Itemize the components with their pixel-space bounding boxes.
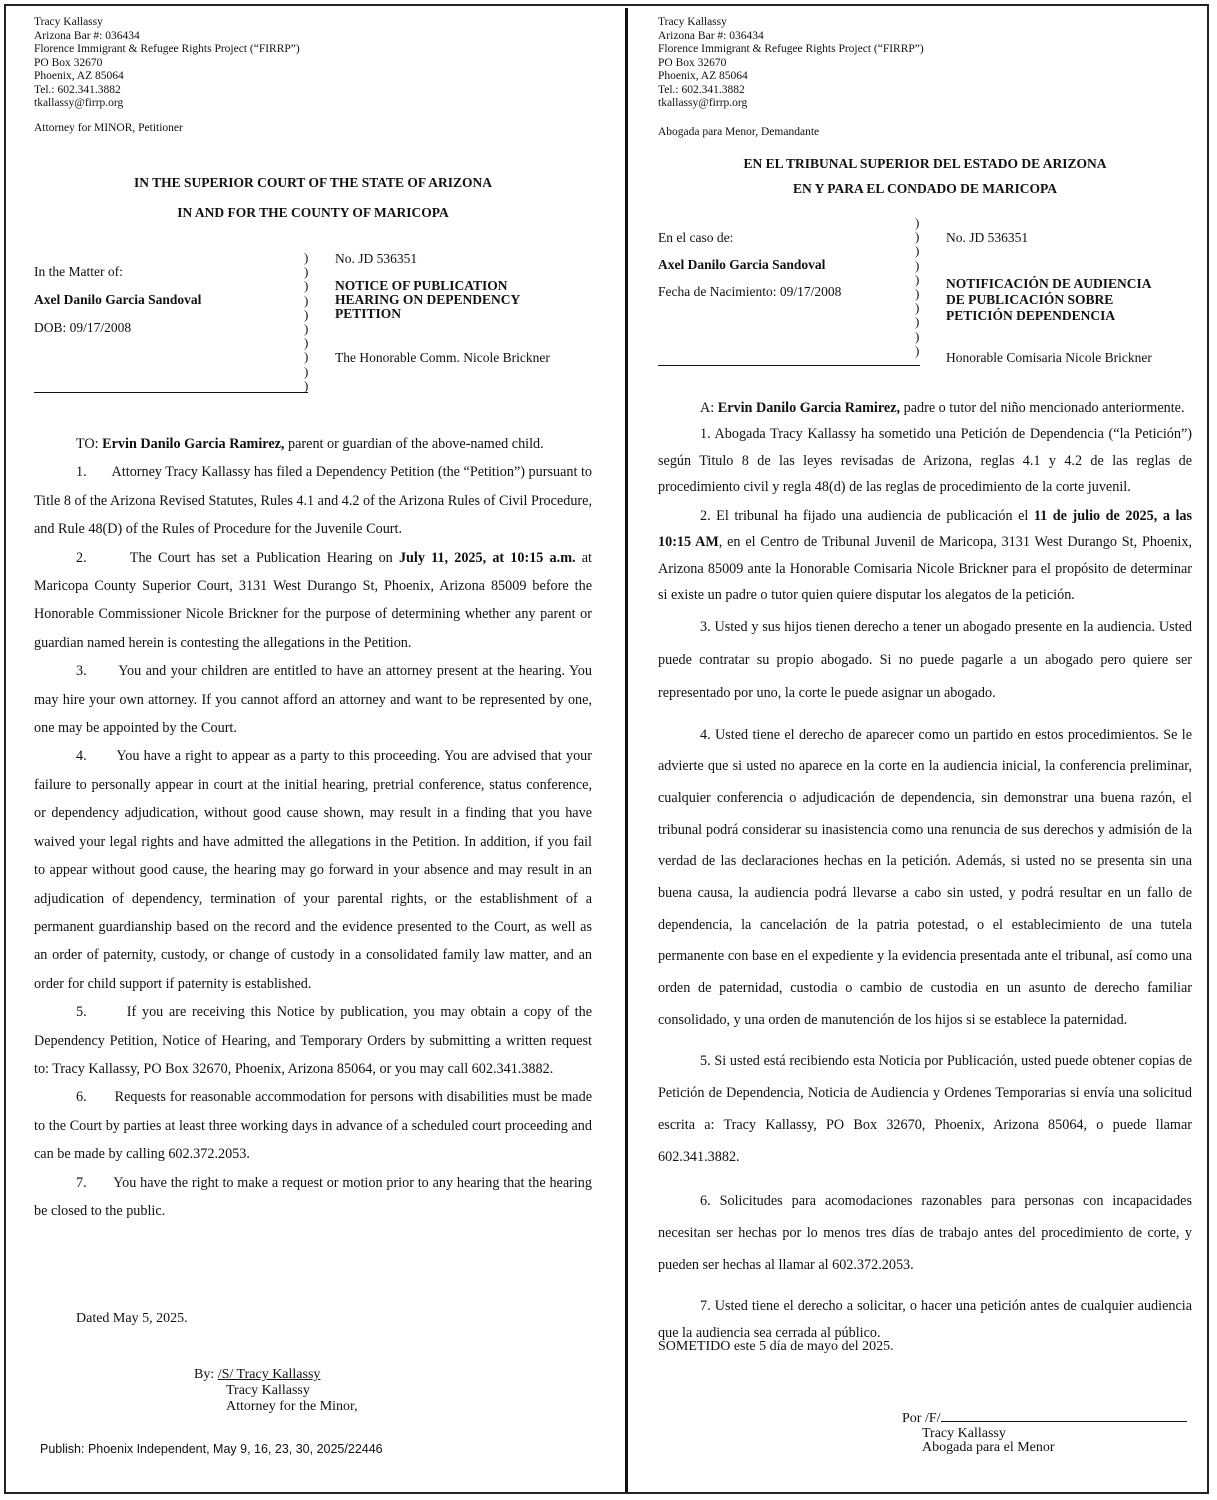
child-dob-es: Fecha de Nacimiento: 09/17/2008 — [658, 284, 842, 299]
paragraph-1: 1. Attorney Tracy Kallassy has filed a Dependency Petition (the “Petition”) pursuant to Title 8 of the Arizona Revised Statutes, Rules 4.1 and 4.2 of the Arizona Rules of Civil Procedure, and Rule 48(D) of the Rules of Procedure for the Juvenile Court. — [34, 464, 592, 538]
signature-block-es: Por /F/ Tracy Kallassy Abogada para el Menor — [902, 1409, 1187, 1455]
to-line: TO: Ervin Danilo Garcia Ramirez, parent or guardian of the above-named child. — [76, 436, 544, 452]
caption-rule-es — [658, 365, 920, 366]
matter-label: In the Matter of: — [34, 264, 123, 279]
column-divider — [625, 8, 628, 1492]
paragraph-4-es: 4. Usted tiene el derecho de aparecer como un partido en estos procedimientos. Se le advierte que si usted no aparece en la corte en la audiencia inicial, la conferencia preliminar, cualquier conferencia o adjudicación de dependencia, sin demonstrar una buena razón, el tribunal podrá considerar su inasistencia como una renuncia de sus derechos y admisión de la verdad de las declaraciones hechas en la petición. Además, si usted no se presenta sin una buena causa, la audiencia podrá llevarse a cabo sin usted, y podrá resultar en un fallo de dependencia, la cancelación de la patria potestad, o el establecimiento de una tutela permanente con base en el expediente y la evidencia presentada ante el tribunal, así como una orden de paternidad, custodia o cambio de custodia en un asunto de derecho familiar consolidado, y una orden de manutención de los hijos si se establece la paternidad. — [658, 726, 1192, 1028]
judge-name: The Honorable Comm. Nicole Brickner — [335, 350, 550, 365]
paragraph-6: 6. Requests for reasonable accommodation for persons with disabilities must be made to the Court by parties at least three working days in advance of a scheduled court proceeding and can be made by calling 602.372.2053. — [34, 1089, 592, 1163]
attorney-role: Attorney for MINOR, Petitioner — [34, 122, 183, 134]
dated-line: Dated May 5, 2025. — [76, 1311, 188, 1326]
paragraph-2-es: 2. El tribunal ha fijado una audiencia de publicación el 11 de julio de 2025, a las 10:15 AM, en el Centro de Tribunal Juvenil de Maricopa, 3131 West Durango St, Phoenix, Arizona 85009 ante la Honorable Comisaria Nicole Brickner para el propósito de determinar si existe un padre o tutor quien quiere disputar los alegatos de la petición. — [658, 507, 1193, 603]
judge-name-es: Honorable Comisaria Nicole Brickner — [946, 350, 1152, 365]
county-name: IN AND FOR THE COUNTY OF MARICOPA — [177, 205, 449, 220]
paragraph-7: 7. You have the right to make a request or motion prior to any hearing that the hearing be closed to the public. — [34, 1174, 592, 1219]
case-number-es: No. JD 536351 — [946, 230, 1029, 245]
case-number: No. JD 536351 — [335, 251, 418, 266]
paragraph-7-es: 7. Usted tiene el derecho a solicitar, o hacer una petición antes de cualquier audiencia que la audiencia sea cerrada al público. — [658, 1297, 1192, 1341]
caption-parens: ) ) ) ) ) ) ) ) ) ) — [304, 250, 309, 393]
publish-line: Publish: Phoenix Independent, May 9, 16, 23, 30, 2025/22446 — [40, 1442, 383, 1456]
document-title-es: NOTIFICACIÓN DE AUDIENCIA DE PUBLICACIÓN SOBRE PETICIÓN DEPENDENCIA — [946, 276, 1152, 323]
signature-block: By: /S/ Tracy Kallassy Tracy Kallassy Attorney for the Minor, — [194, 1367, 358, 1414]
paragraph-1-es: 1. Abogada Tracy Kallassy ha sometido una Petición de Dependencia (“la Petición”) según Titulo 8 de las leyes revisadas de Arizona, reglas 4.1 y 4.2 de las reglas de procedimiento civil y regla 48(d) de las reglas de procedimiento de la corte juvenil. — [658, 426, 1192, 495]
caption-parens-es: ) ) ) ) ) ) ) ) ) ) — [915, 215, 920, 358]
matter-label-es: En el caso de: — [658, 230, 734, 245]
document-title: NOTICE OF PUBLICATION HEARING ON DEPENDENCY PETITION — [335, 278, 521, 321]
paragraph-6-es: 6. Solicitudes para acomodaciones razonables para personas con incapacidades necesitan ser hechas por lo menos tres días de trabajo antes del procedimiento de corte, y pueden ser hechas al llamar al 602.372.2053. — [658, 1192, 1192, 1273]
signature-line — [941, 1409, 1187, 1422]
paragraph-5: 5. If you are receiving this Notice by publication, you may obtain a copy of the Dependency Petition, Notice of Hearing, and Temporary Orders by submitting a written request to: Tracy Kallassy, PO Box 32670, Phoenix, Arizona 85064, or you may call 602.341.3882. — [34, 1004, 592, 1077]
paragraph-3: 3. You and your children are entitled to have an attorney present at the hearing. You may hire your own attorney. If you cannot afford an attorney and want to be represented by one, one may be appointed by the Court. — [34, 663, 592, 737]
paragraph-5-es: 5. Si usted está recibiendo esta Noticia por Publicación, usted puede obtener copias de Petición de Dependencia, Noticia de Audiencia y Ordenes Temporarias si envía una solicitud escrita a: Tracy Kallassy, PO Box 32670, Phoenix, Arizona 85064, o puede llamar 602.341.3882. — [658, 1052, 1192, 1165]
attorney-role-es: Abogada para Menor, Demandante — [658, 126, 820, 138]
paragraph-3-es: 3. Usted y sus hijos tienen derecho a tener un abogado presente en la audiencia. Usted puede contratar su propio abogado. Si no puede pagarle a un abogado pero quiere ser representado por uno, la corte le puede asignar un abogado. — [658, 618, 1192, 701]
caption-rule — [34, 392, 308, 393]
child-dob: DOB: 09/17/2008 — [34, 320, 132, 335]
county-name-es: EN Y PARA EL CONDADO DE MARICOPA — [792, 181, 1057, 196]
to-line-es: A: Ervin Danilo Garcia Ramirez, padre o tutor del niño mencionado anteriormente. — [700, 400, 1185, 416]
signature: /S/ Tracy Kallassy — [217, 1367, 321, 1382]
court-name-es: EN EL TRIBUNAL SUPERIOR DEL ESTADO DE ARIZONA — [743, 156, 1107, 171]
notice-body-es — [658, 398, 1192, 1347]
child-name-es: Axel Danilo Garcia Sandoval — [658, 257, 826, 272]
paragraph-4: 4. You have a right to appear as a party to this proceeding. You are advised that your failure to personally appear in court at the initial hearing, pretrial conference, status conference, or dependency adjudication, without good cause shown, may result in a finding that you have waived your legal rights and have admitted the allegations in the Petition. In addition, if you fail to appear without good cause, the hearing may go forward in your absence and may result in an adjudication of dependency, termination of your parental rights, or the establishment of a permanent guardianship based on the record and the evidence presented to the Court, as well as an order of paternity, custody, or change of custody in a consolidated family law matter, and an order for child support if paternity is established. — [34, 748, 592, 992]
notice-body — [34, 430, 592, 1225]
paragraph-2: 2. The Court has set a Publication Hearing on July 11, 2025, at 10:15 a.m. at Maricopa County Superior Court, 3131 West Durango St, Phoenix, Arizona 85009 before the Honorable Commissioner Nicole Brickner for the purpose of determining whether any parent or guardian named herein is contesting the allegations in the Petition. — [34, 549, 592, 651]
child-name: Axel Danilo Garcia Sandoval — [34, 292, 202, 307]
court-name: IN THE SUPERIOR COURT OF THE STATE OF ARIZONA — [133, 175, 493, 190]
attorney-header: Tracy Kallassy Arizona Bar #: 036434 Florence Immigrant & Refugee Rights Project (“FIRRP”) PO Box 32670 Phoenix, AZ 85064 Tel.: 602.341.3882 tkallassy@firrp.org — [34, 16, 300, 109]
attorney-header-es: Tracy Kallassy Arizona Bar #: 036434 Florence Immigrant & Refugee Rights Project (“FIRRP”) PO Box 32670 Phoenix, AZ 85064 Tel.: 602.341.3882 tkallassy@firrp.org — [658, 16, 924, 109]
dated-line-es: SOMETIDO este 5 día de mayo del 2025. — [658, 1339, 894, 1354]
